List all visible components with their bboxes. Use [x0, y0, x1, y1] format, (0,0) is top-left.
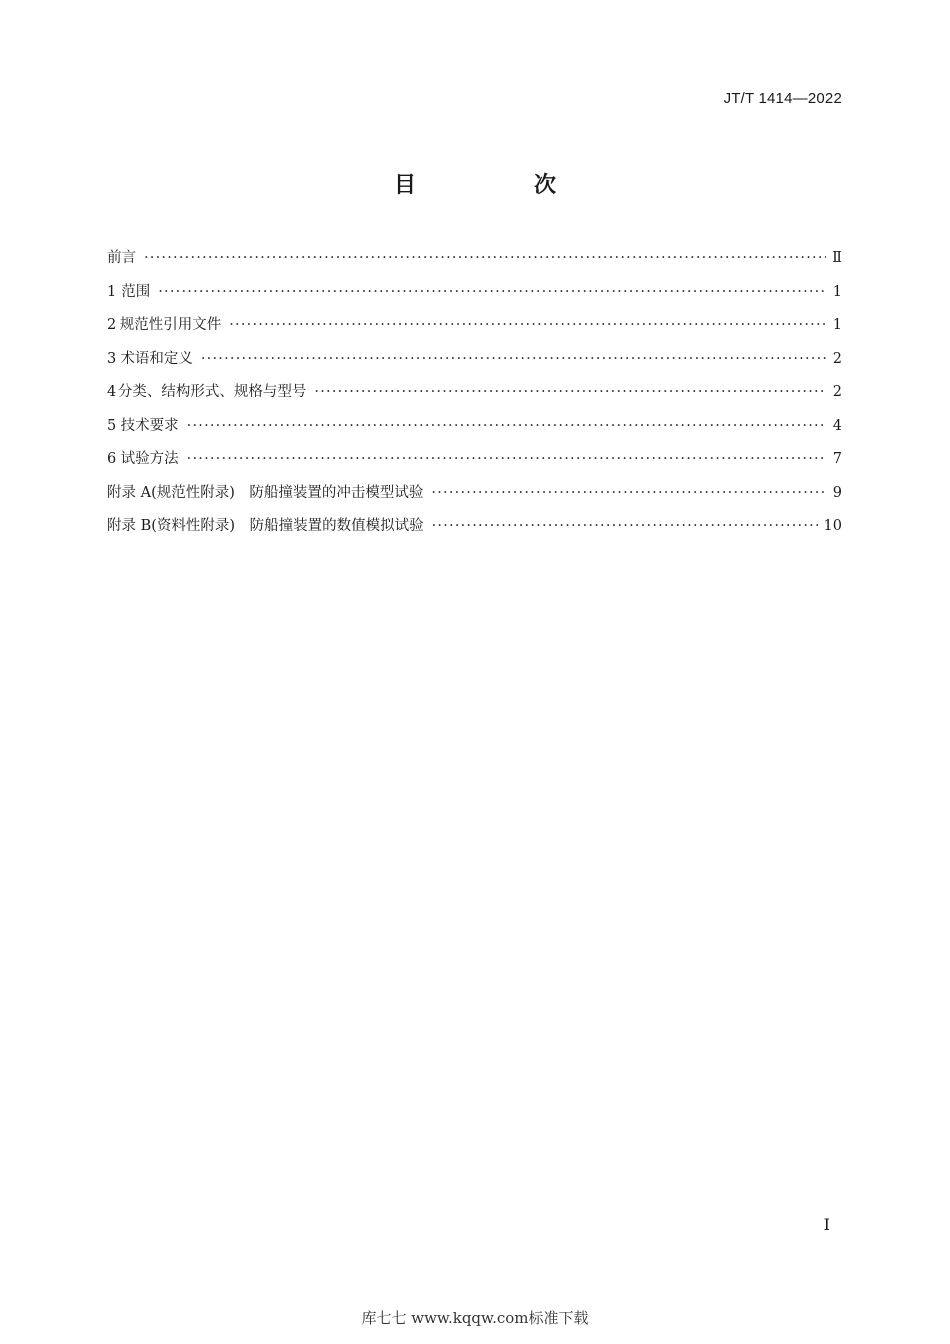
toc-entry-page: Ⅱ: [832, 250, 842, 266]
toc-dot-leader: [314, 384, 826, 400]
toc-entry-label: 术语和定义: [120, 350, 193, 367]
toc-entry-label: 附录 A(规范性附录) 防船撞装置的冲击模型试验: [107, 484, 424, 501]
toc-entry-label: 规范性引用文件: [119, 317, 222, 333]
toc-dot-leader: [187, 418, 827, 434]
toc-entry-label: 前言: [107, 250, 136, 266]
toc-entry-page: 2: [832, 350, 842, 367]
toc-entry-label: 附录 B(资料性附录) 防船撞装置的数值模拟试验: [107, 518, 424, 534]
table-of-contents: [107, 246, 842, 548]
toc-entry-page: 1: [832, 317, 842, 333]
toc-entry-page: 9: [832, 484, 842, 501]
toc-entry-normative-references[interactable]: [107, 313, 842, 347]
toc-entry-label: 试验方法: [120, 451, 179, 467]
toc-dot-leader: [431, 485, 826, 501]
toc-entry-test-methods[interactable]: [107, 447, 842, 481]
toc-entry-number: 5: [107, 417, 117, 434]
toc-entry-page: 7: [832, 451, 842, 467]
toc-dot-leader: [201, 351, 827, 367]
toc-dot-leader: [158, 284, 827, 300]
toc-dot-leader: [432, 518, 818, 534]
page-number: I: [823, 1215, 830, 1234]
toc-entry-number: 2: [107, 317, 117, 333]
toc-entry-number: 3: [107, 350, 117, 367]
toc-entry-annex-a[interactable]: [107, 481, 842, 515]
toc-entry-terms-definitions[interactable]: [107, 347, 842, 381]
toc-entry-page: 2: [832, 384, 842, 400]
toc-entry-label: 技术要求: [120, 417, 179, 434]
footer-watermark: 库七七 www.kqqw.com标准下载: [361, 1309, 589, 1327]
toc-entry-number: 6: [107, 451, 117, 467]
standard-code: JT/T 1414—2022: [723, 90, 842, 107]
toc-entry-annex-b[interactable]: [107, 514, 842, 548]
toc-dot-leader: [229, 317, 827, 333]
toc-entry-scope[interactable]: [107, 280, 842, 314]
toc-entry-label: 分类、结构形式、规格与型号: [117, 384, 307, 400]
toc-entry-page: 4: [832, 417, 842, 434]
toc-entry-label: 范围: [121, 283, 151, 300]
toc-entry-number: 1: [107, 283, 117, 300]
toc-entry-technical-requirements[interactable]: [107, 414, 842, 448]
toc-entry-page: 1: [832, 283, 842, 300]
toc-title: 目 次: [393, 173, 604, 198]
toc-dot-leader: [187, 451, 827, 467]
toc-entry-classification[interactable]: [107, 380, 842, 414]
toc-entry-foreword[interactable]: [107, 246, 842, 280]
toc-dot-leader: [144, 250, 826, 266]
toc-entry-number: 4: [107, 384, 117, 400]
toc-entry-page: 10: [823, 518, 842, 534]
